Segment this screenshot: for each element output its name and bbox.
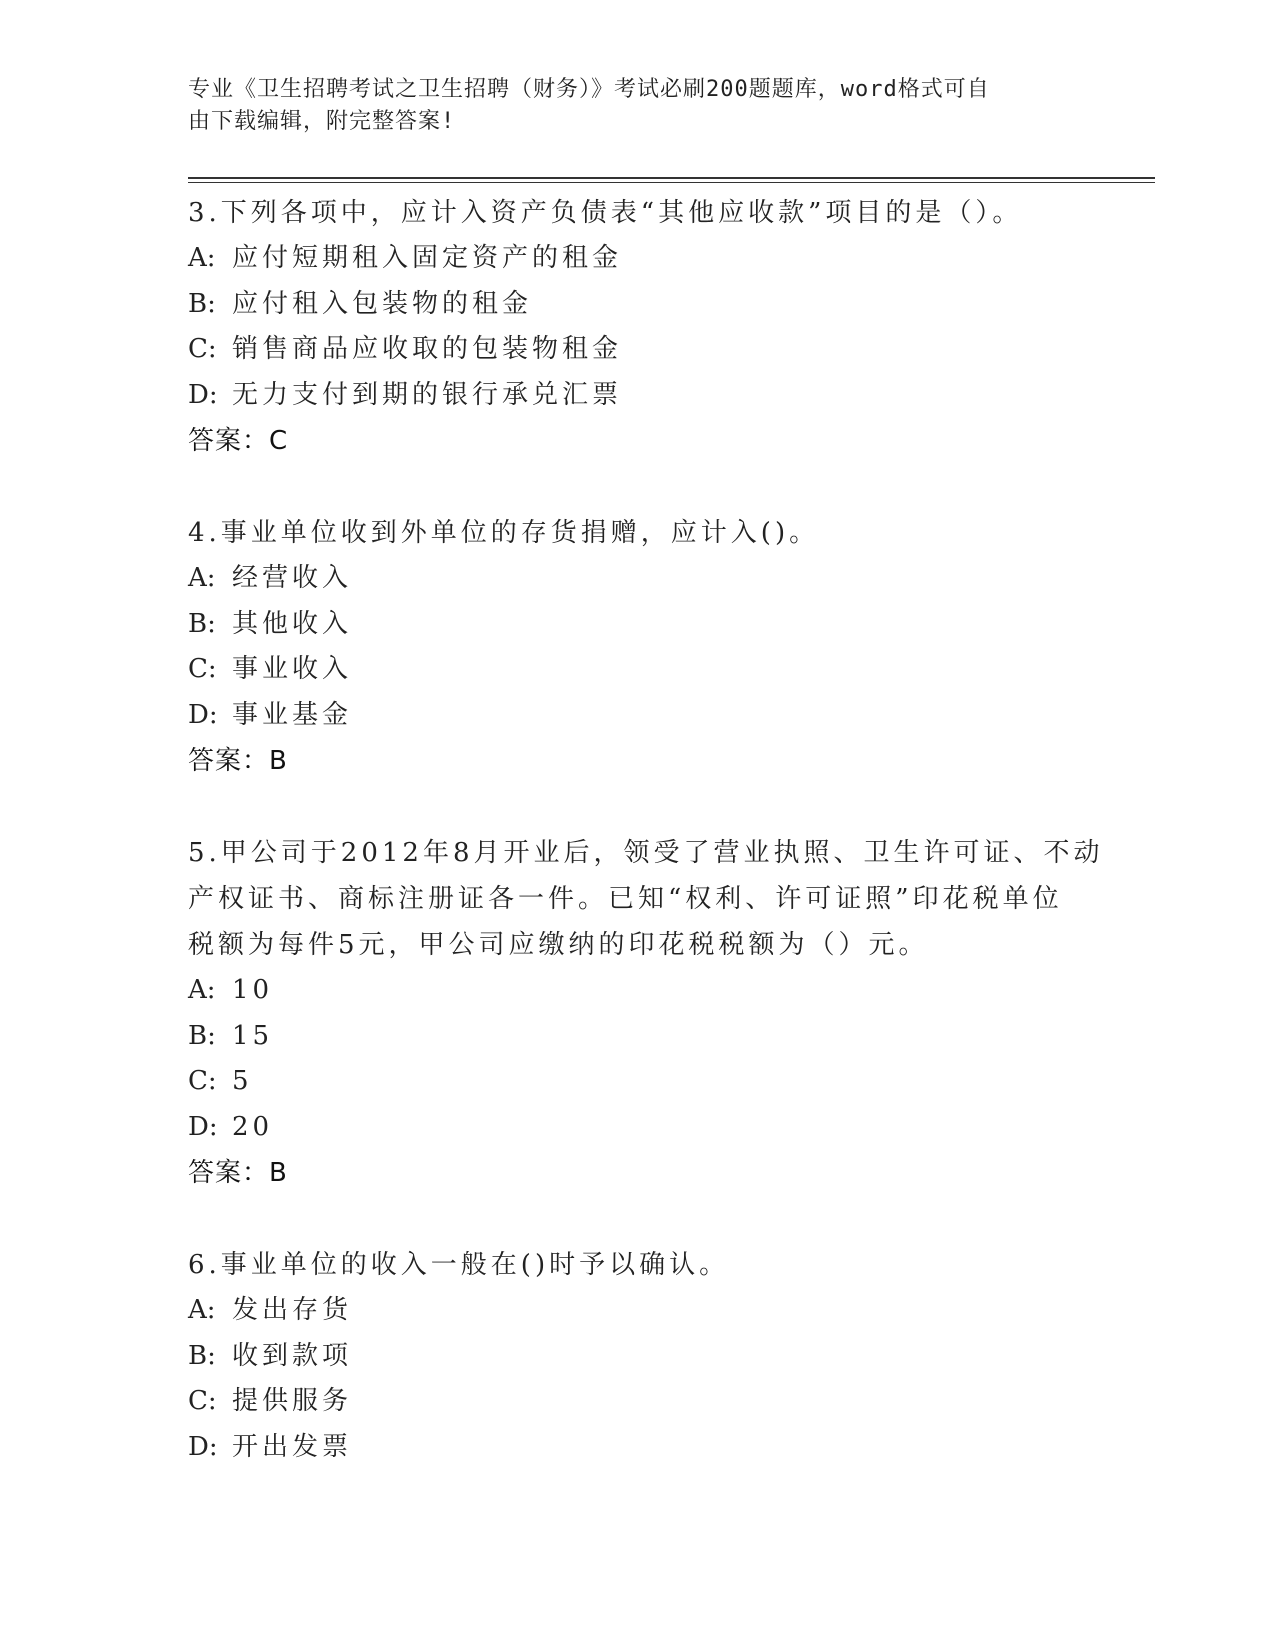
header-divider-thin bbox=[188, 182, 1155, 183]
option-key: A: bbox=[188, 1295, 216, 1325]
option-b bbox=[188, 602, 1088, 648]
option-key: B: bbox=[188, 1020, 216, 1051]
option-key: B: bbox=[188, 288, 216, 319]
option-text: 销售商品应收取的包装物租金 bbox=[232, 334, 623, 364]
option-key: B: bbox=[188, 608, 216, 639]
option-a bbox=[188, 1288, 1088, 1334]
question-3 bbox=[188, 190, 1088, 464]
option-text: 无力支付到期的银行承兑汇票 bbox=[232, 379, 623, 410]
option-text: 20 bbox=[232, 1111, 274, 1142]
option-text: 15 bbox=[232, 1020, 274, 1051]
option-b bbox=[188, 1014, 1088, 1060]
document-header bbox=[188, 74, 1088, 138]
option-text: 事业收入 bbox=[232, 654, 353, 684]
option-key: A: bbox=[188, 975, 216, 1005]
option-key: D: bbox=[188, 699, 218, 730]
option-key: D: bbox=[188, 379, 218, 410]
question-stem-line: 5.甲公司于2012年8月开业后，领受了营业执照、卫生许可证、不动 bbox=[188, 838, 1104, 868]
header-line-2: 由下载编辑，附完整答案! bbox=[188, 109, 456, 134]
option-d bbox=[188, 1105, 1088, 1151]
answer-line: 答案：C bbox=[188, 426, 289, 456]
option-a bbox=[188, 968, 1088, 1014]
option-b bbox=[188, 282, 1088, 328]
option-key: D: bbox=[188, 1431, 218, 1462]
question-list bbox=[188, 190, 1104, 1516]
question-stem-line: 产权证书、商标注册证各一件。已知“权利、许可证照”印花税单位 bbox=[188, 884, 1063, 914]
option-text: 经营收入 bbox=[232, 563, 353, 593]
option-key: C: bbox=[188, 334, 217, 364]
option-text: 应付短期租入固定资产的租金 bbox=[232, 243, 623, 273]
option-b bbox=[188, 1334, 1088, 1380]
option-d bbox=[188, 1425, 1088, 1471]
question-6 bbox=[188, 1242, 1088, 1470]
option-key: C: bbox=[188, 1386, 217, 1416]
option-c bbox=[188, 1379, 1088, 1425]
question-stem bbox=[188, 1242, 1088, 1288]
option-key: B: bbox=[188, 1340, 216, 1371]
option-text: 收到款项 bbox=[232, 1340, 353, 1371]
answer-line: 答案：B bbox=[188, 746, 288, 776]
option-key: C: bbox=[188, 1066, 217, 1096]
option-c bbox=[188, 327, 1088, 373]
option-text: 10 bbox=[232, 975, 274, 1005]
option-text: 5 bbox=[232, 1066, 253, 1096]
answer-line: 答案：B bbox=[188, 1158, 288, 1188]
option-text: 应付租入包装物的租金 bbox=[232, 288, 533, 319]
option-text: 发出存货 bbox=[232, 1295, 353, 1325]
question-stem-line: 4.事业单位收到外单位的存货捐赠，应计入()。 bbox=[188, 518, 820, 548]
option-key: D: bbox=[188, 1111, 218, 1142]
option-text: 提供服务 bbox=[232, 1386, 353, 1416]
option-text: 其他收入 bbox=[232, 608, 353, 639]
option-d bbox=[188, 693, 1088, 739]
option-a bbox=[188, 556, 1088, 602]
option-key: A: bbox=[188, 243, 216, 273]
option-a bbox=[188, 236, 1088, 282]
question-stem-line: 6.事业单位的收入一般在()时予以确认。 bbox=[188, 1250, 730, 1280]
question-stem bbox=[188, 190, 1088, 236]
option-c bbox=[188, 647, 1088, 693]
question-stem bbox=[188, 510, 1088, 556]
question-stem bbox=[188, 830, 1104, 968]
option-text: 开出发票 bbox=[232, 1431, 353, 1462]
option-text: 事业基金 bbox=[232, 699, 353, 730]
question-5 bbox=[188, 830, 1104, 1196]
question-4 bbox=[188, 510, 1088, 784]
question-stem-line: 税额为每件5元，甲公司应缴纳的印花税税额为（）元。 bbox=[188, 930, 929, 960]
option-d bbox=[188, 373, 1088, 419]
option-c bbox=[188, 1059, 1088, 1105]
header-line-1: 专业《卫生招聘考试之卫生招聘（财务）》考试必刷200题题库，word格式可自 bbox=[188, 77, 990, 102]
question-stem-line: 3.下列各项中，应计入资产负债表“其他应收款”项目的是（）。 bbox=[188, 198, 1023, 228]
option-key: C: bbox=[188, 654, 217, 684]
option-key: A: bbox=[188, 563, 216, 593]
header-divider-thick bbox=[188, 177, 1155, 179]
